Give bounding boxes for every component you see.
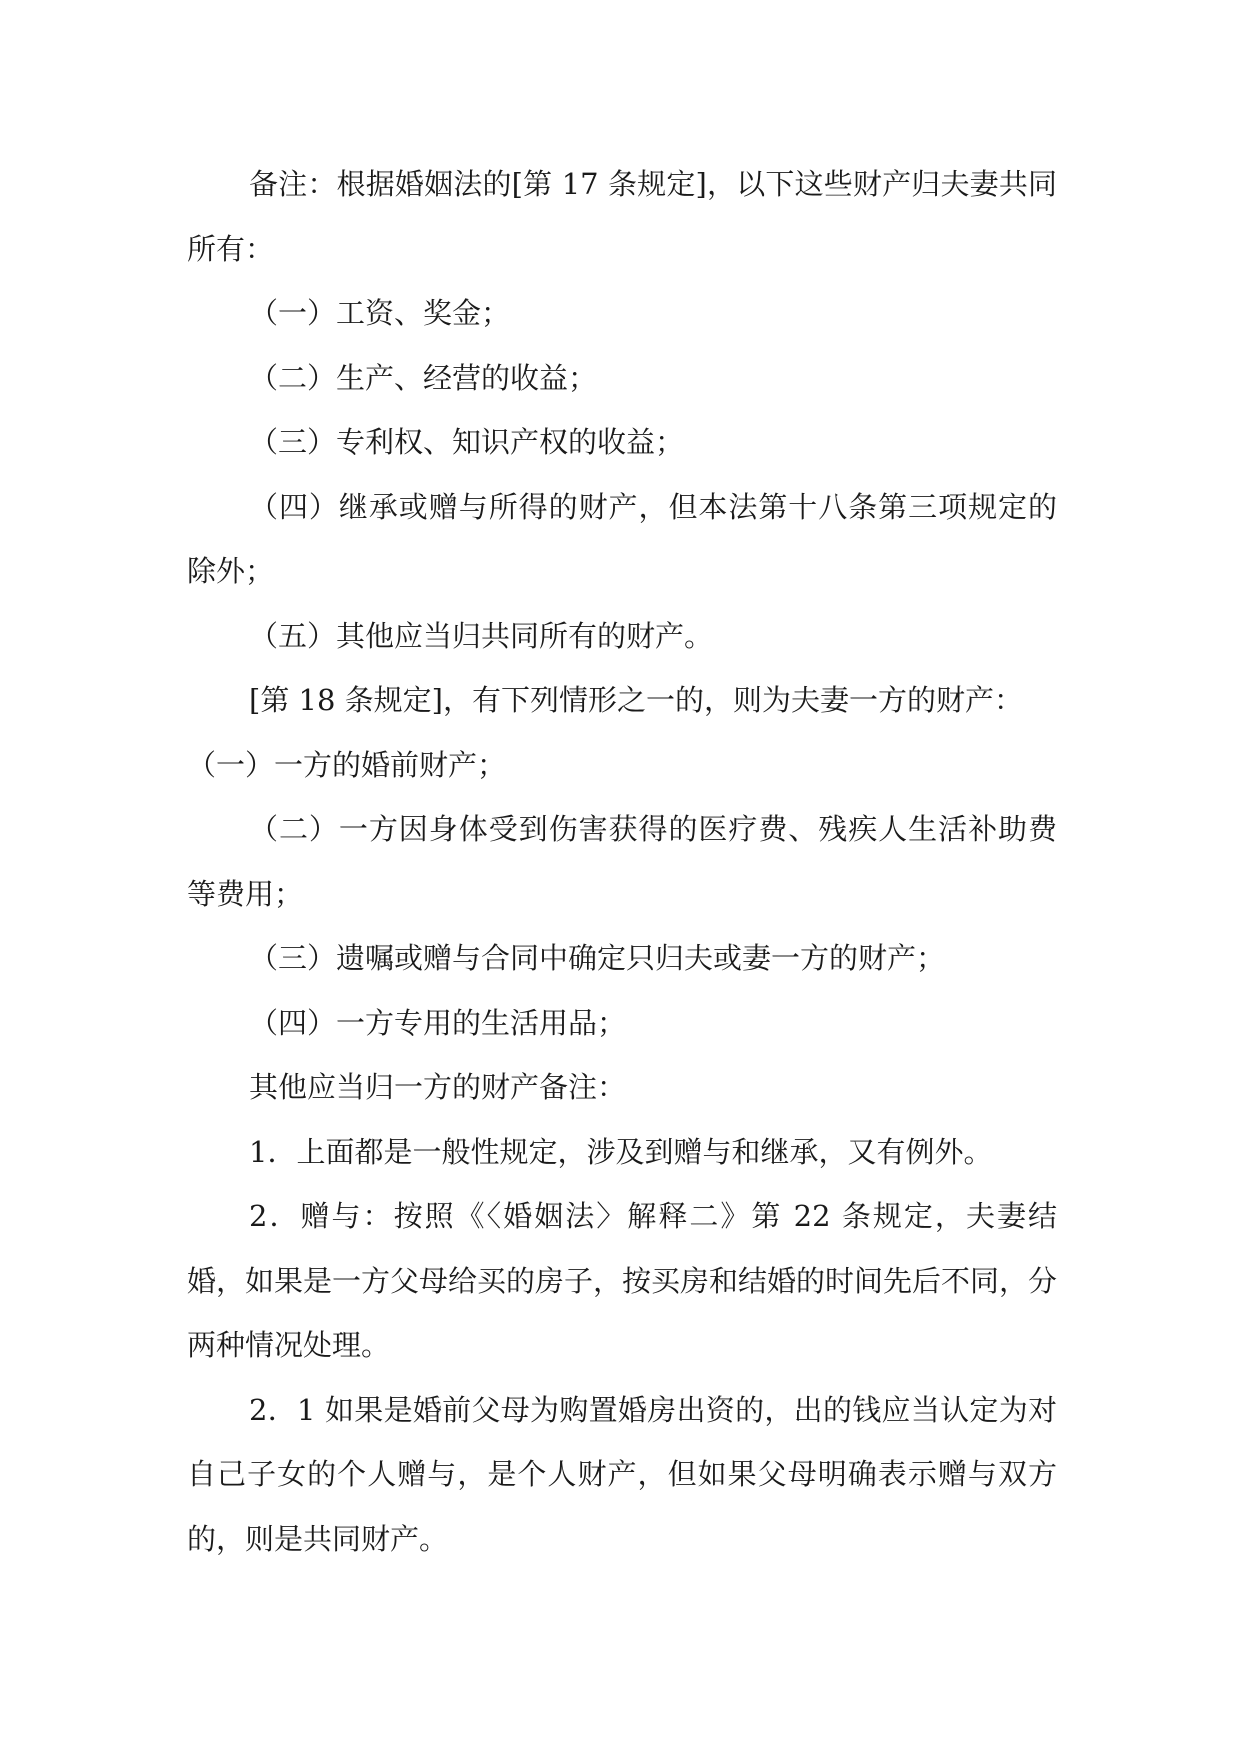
list-item-will-gift: （三）遗嘱或赠与合同中确定只归夫或妻一方的财产； bbox=[249, 941, 946, 975]
list-item-premarital: （一）一方的婚前财产； bbox=[187, 747, 507, 782]
paragraph-other-note: 其他应当归一方的财产备注： bbox=[249, 1070, 627, 1104]
note-item-2-1: 2．1 如果是婚前父母为购置婚房出资的，出的钱应当认定为对自己子女的个人赠与，是个人财产，但如果父母明确表示赠与双方的，则是共同财产。 bbox=[187, 1392, 1057, 1556]
list-item-other-common: （五）其他应当归共同所有的财产。 bbox=[249, 618, 714, 653]
list-item-wages: （一）工资、奖金； bbox=[249, 296, 511, 330]
document-body bbox=[187, 152, 1057, 1571]
list-item-business-income: （二）生产、经营的收益； bbox=[249, 360, 598, 395]
note-item-1: 1．上面都是一般性规定，涉及到赠与和继承，又有例外。 bbox=[249, 1134, 993, 1169]
paragraph-note-article-17: 备注：根据婚姻法的[第 17 条规定]，以下这些财产归夫妻共同所有： bbox=[187, 167, 1057, 266]
note-item-2: 2．赠与：按照《〈婚姻法〉解释二》第 22 条规定，夫妻结婚，如果是一方父母给买的房子，按买房和结婚的时间先后不同，分两种情况处理。 bbox=[187, 1199, 1058, 1362]
list-item-ip-income: （三）专利权、知识产权的收益； bbox=[249, 425, 685, 459]
list-item-personal-items: （四）一方专用的生活用品； bbox=[249, 1005, 627, 1040]
list-item-injury-compensation: （二）一方因身体受到伤害获得的医疗费、残疾人生活补助费等费用； bbox=[187, 812, 1057, 911]
list-item-inheritance: （四）继承或赠与所得的财产，但本法第十八条第三项规定的除外； bbox=[187, 489, 1057, 588]
paragraph-article-18: [第 18 条规定]，有下列情形之一的，则为夫妻一方的财产： bbox=[249, 683, 1023, 717]
